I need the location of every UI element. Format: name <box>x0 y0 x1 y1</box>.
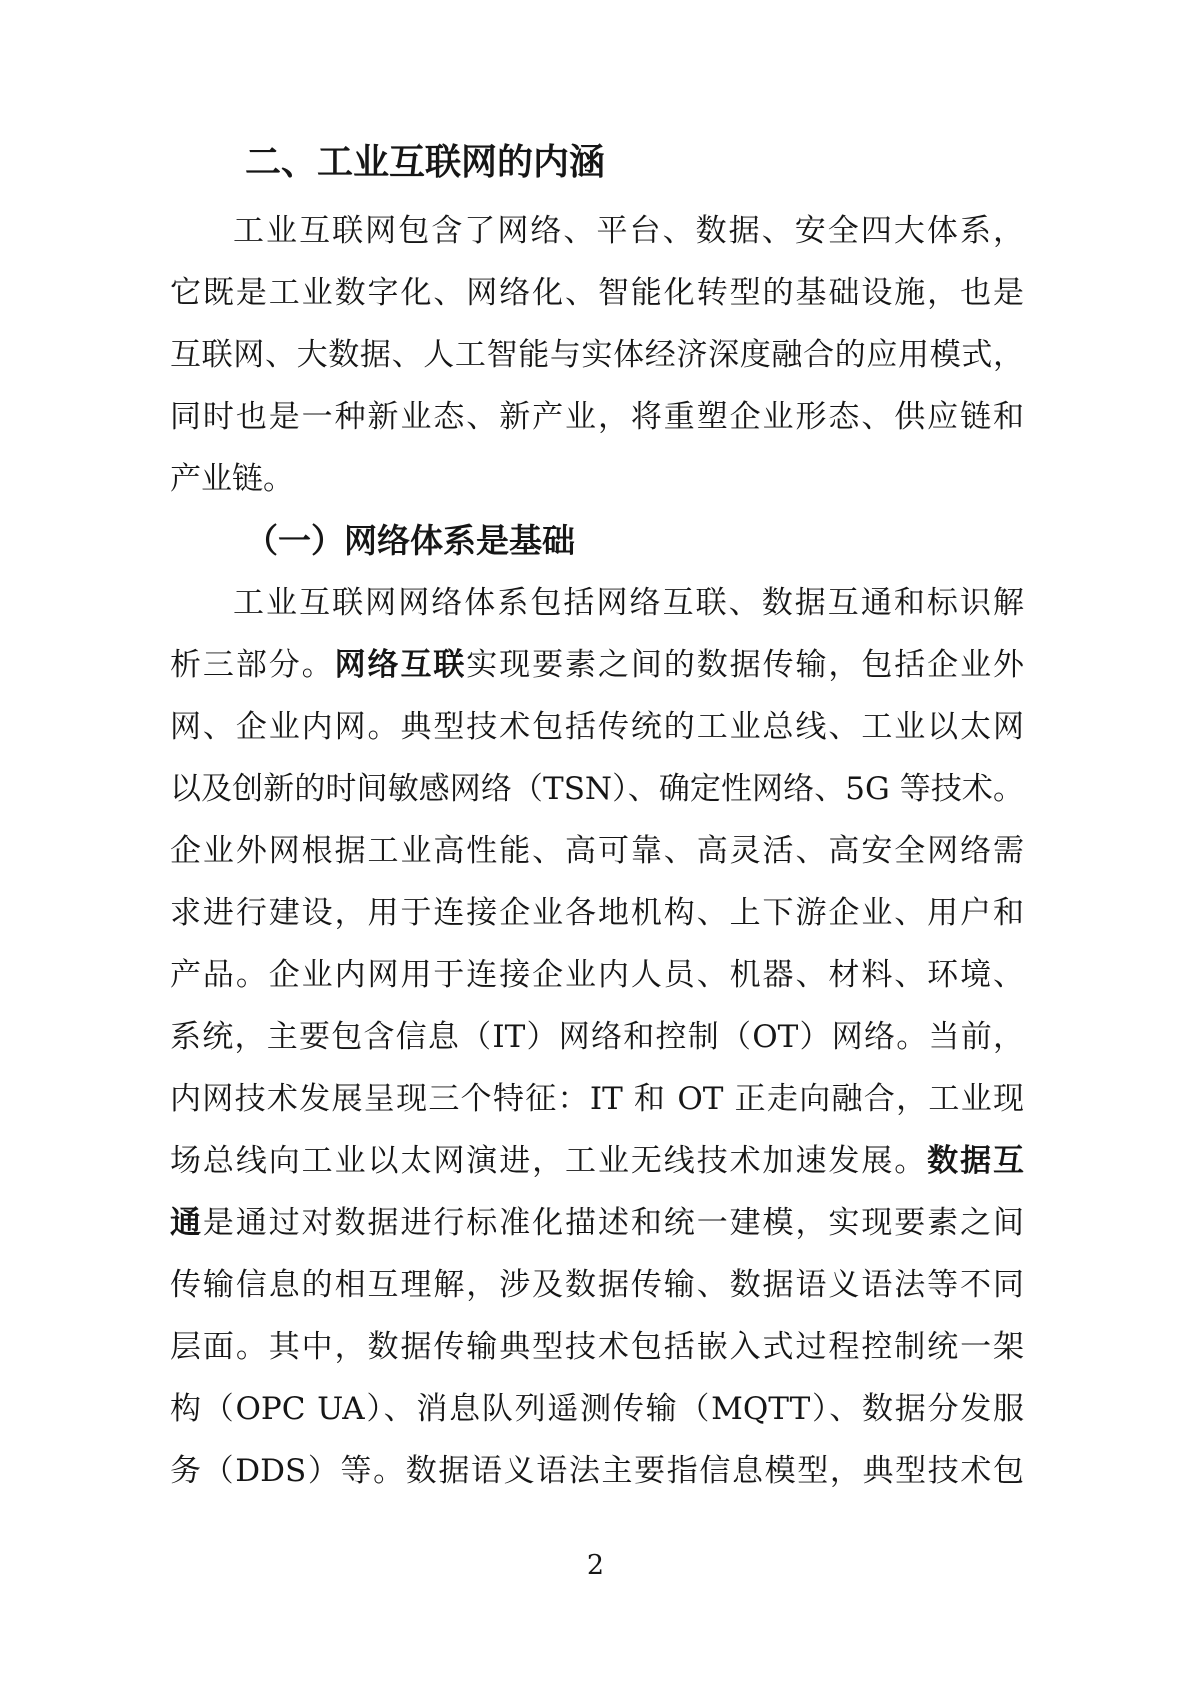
text-segment: 产业链。 <box>170 461 294 497</box>
text-segment: 产品。企业内网用于连接企业内人员、机器、材料、环境、 <box>170 957 1024 993</box>
paragraph-line <box>170 1254 1024 1316</box>
paragraph-line <box>170 882 1024 944</box>
text-segment: 它既是工业数字化、网络化、智能化转型的基础设施，也是 <box>170 275 1024 311</box>
paragraph-line <box>170 1378 1024 1440</box>
text-segment: 工业互联网网络体系包括网络互联、数据互通和标识解 <box>233 585 1024 621</box>
paragraph-line <box>170 572 1024 634</box>
paragraph-line <box>170 200 1024 262</box>
paragraph-line <box>170 944 1024 1006</box>
paragraph-line <box>170 448 1024 510</box>
text-segment: 场总线向工业以太网演进，工业无线技术加速发展。 <box>170 1143 928 1179</box>
paragraph-line <box>170 820 1024 882</box>
text-segment: 同时也是一种新业态、新产业，将重塑企业形态、供应链和 <box>170 399 1024 435</box>
text-segment: 务（DDS）等。数据语义语法主要指信息模型，典型技术包 <box>170 1453 1024 1489</box>
document-body <box>170 132 1024 1502</box>
paragraph-line <box>170 262 1024 324</box>
paragraph-line <box>170 1192 1024 1254</box>
bold-term: 通 <box>170 1205 203 1241</box>
text-segment: 传输信息的相互理解，涉及数据传输、数据语义语法等不同 <box>170 1267 1024 1303</box>
paragraph-line <box>170 634 1024 696</box>
section-heading <box>170 132 1024 194</box>
paragraph-line <box>170 1316 1024 1378</box>
text-segment: 企业外网根据工业高性能、高可靠、高灵活、高安全网络需 <box>170 833 1024 869</box>
paragraph-line <box>170 758 1024 820</box>
text-segment: 求进行建设，用于连接企业各地机构、上下游企业、用户和 <box>170 895 1024 931</box>
bold-term: （一）网络体系是基础 <box>245 521 575 560</box>
page-footer <box>0 1544 1191 1588</box>
paragraph-line <box>170 1130 1024 1192</box>
bold-term: 二、工业互联网的内涵 <box>245 142 606 183</box>
text-segment: 是通过对数据进行标准化描述和统一建模，实现要素之间 <box>202 1205 1024 1241</box>
text-segment: 构（OPC UA）、消息队列遥测传输（MQTT）、数据分发服 <box>170 1391 1024 1427</box>
page-number: 2 <box>586 1550 605 1581</box>
text-segment: 层面。其中，数据传输典型技术包括嵌入式过程控制统一架 <box>170 1329 1024 1365</box>
text-segment: 内网技术发展呈现三个特征：IT 和 OT 正走向融合，工业现 <box>170 1081 1024 1117</box>
text-segment: 析三部分。 <box>170 647 335 683</box>
text-segment: 工业互联网包含了网络、平台、数据、安全四大体系， <box>233 213 1024 249</box>
paragraph-line <box>170 386 1024 448</box>
bold-term: 数据互 <box>927 1143 1025 1179</box>
paragraph-line <box>170 1068 1024 1130</box>
bold-term: 网络互联 <box>334 647 467 683</box>
subsection-heading <box>170 510 1024 572</box>
paragraph-line <box>170 1440 1024 1502</box>
text-segment: 以及创新的时间敏感网络（TSN）、确定性网络、5G 等技术。 <box>170 771 1024 807</box>
text-segment: 系统，主要包含信息（IT）网络和控制（OT）网络。当前， <box>170 1019 1024 1055</box>
text-segment: 网、企业内网。典型技术包括传统的工业总线、工业以太网 <box>170 709 1024 745</box>
text-segment: 互联网、大数据、人工智能与实体经济深度融合的应用模式， <box>170 337 1024 373</box>
paragraph-line <box>170 696 1024 758</box>
text-segment: 实现要素之间的数据传输，包括企业外 <box>466 647 1025 683</box>
paragraph-line <box>170 324 1024 386</box>
paragraph-line <box>170 1006 1024 1068</box>
